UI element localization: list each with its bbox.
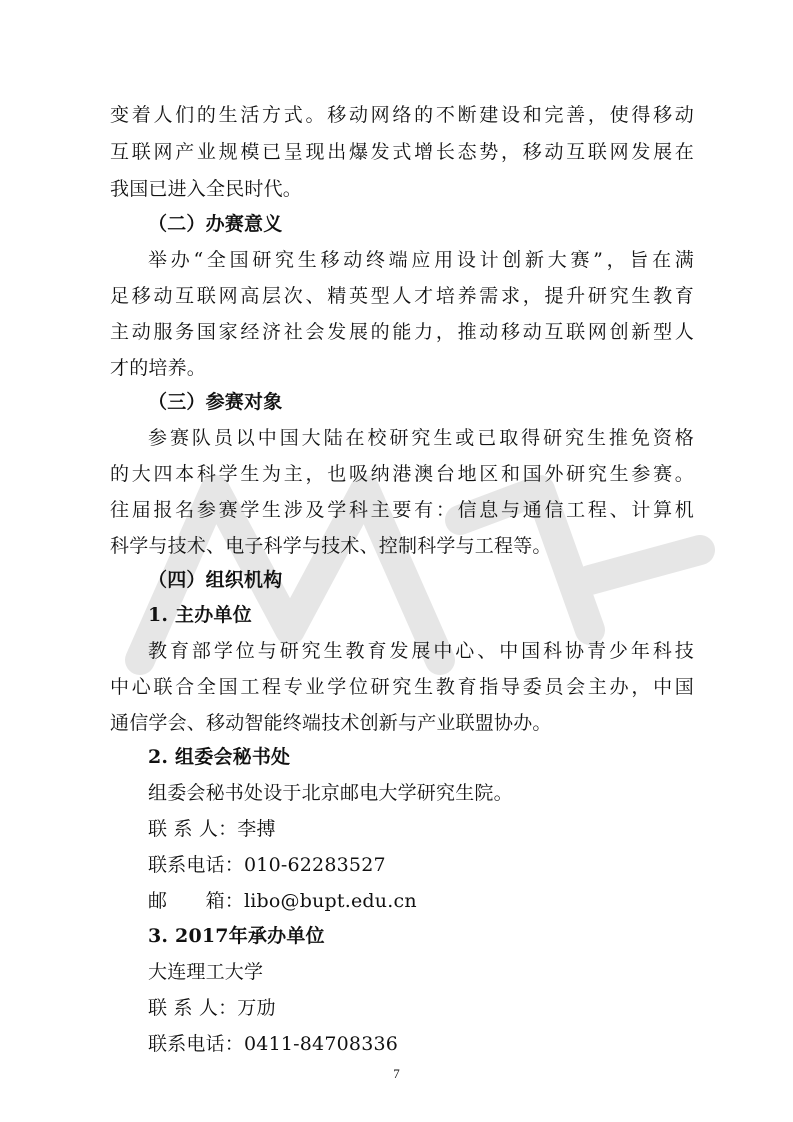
section-2-line-2: 足移动互联网高层次、精英型人才培养需求，提升研究生教育 (110, 285, 694, 307)
page-number: 7 (393, 1066, 400, 1081)
section-3-line-4: 科学与技术、电子科学与技术、控制科学与工程等。 (110, 535, 552, 557)
section-3-heading: （三）参赛对象 (148, 391, 283, 413)
subsection-1-line-2: 中心联合全国工程专业学位研究生教育指导委员会主办，中国 (110, 676, 694, 698)
host-university: 大连理工大学 (148, 961, 264, 983)
section-3-line-1: 参赛队员以中国大陆在校研究生或已取得研究生推免资格 (148, 427, 694, 449)
subsection-1-line-3: 通信学会、移动智能终端技术创新与产业联盟协办。 (110, 712, 552, 734)
subsection-2-heading: 2. 组委会秘书处 (148, 746, 291, 768)
section-2-line-4: 才的培养。 (110, 357, 207, 379)
section-2-line-3: 主动服务国家经济社会发展的能力，推动移动互联网创新型人 (110, 321, 694, 343)
secretariat-contact: 联 系 人：李搏 (148, 818, 276, 840)
host-contact: 联 系 人：万劢 (148, 997, 276, 1019)
host-phone: 联系电话：0411-84708336 (148, 1033, 399, 1055)
secretariat-location: 组委会秘书处设于北京邮电大学研究生院。 (148, 782, 513, 804)
section-4-heading: （四）组织机构 (148, 569, 283, 591)
secretariat-phone: 联系电话：010-62283527 (148, 854, 386, 876)
section-3-line-3: 往届报名参赛学生涉及学科主要有：信息与通信工程、计算机 (110, 499, 694, 521)
subsection-3-heading: 3. 2017年承办单位 (148, 925, 325, 947)
intro-line-1: 变着人们的生活方式。移动网络的不断建设和完善，使得移动 (110, 104, 694, 126)
secretariat-email: 邮 箱：libo@bupt.edu.cn (148, 890, 417, 912)
subsection-1-line-1: 教育部学位与研究生教育发展中心、中国科协青少年科技 (148, 640, 694, 662)
section-3-line-2: 的大四本科学生为主，也吸纳港澳台地区和国外研究生参赛。 (110, 463, 694, 485)
intro-line-3: 我国已进入全民时代。 (110, 178, 303, 200)
section-2-heading: （二）办赛意义 (148, 213, 283, 235)
section-2-line-1: 举办“全国研究生移动终端应用设计创新大赛”，旨在满 (148, 249, 694, 271)
subsection-1-heading: 1. 主办单位 (148, 604, 252, 626)
intro-line-2: 互联网产业规模已呈现出爆发式增长态势，移动互联网发展在 (110, 141, 694, 163)
